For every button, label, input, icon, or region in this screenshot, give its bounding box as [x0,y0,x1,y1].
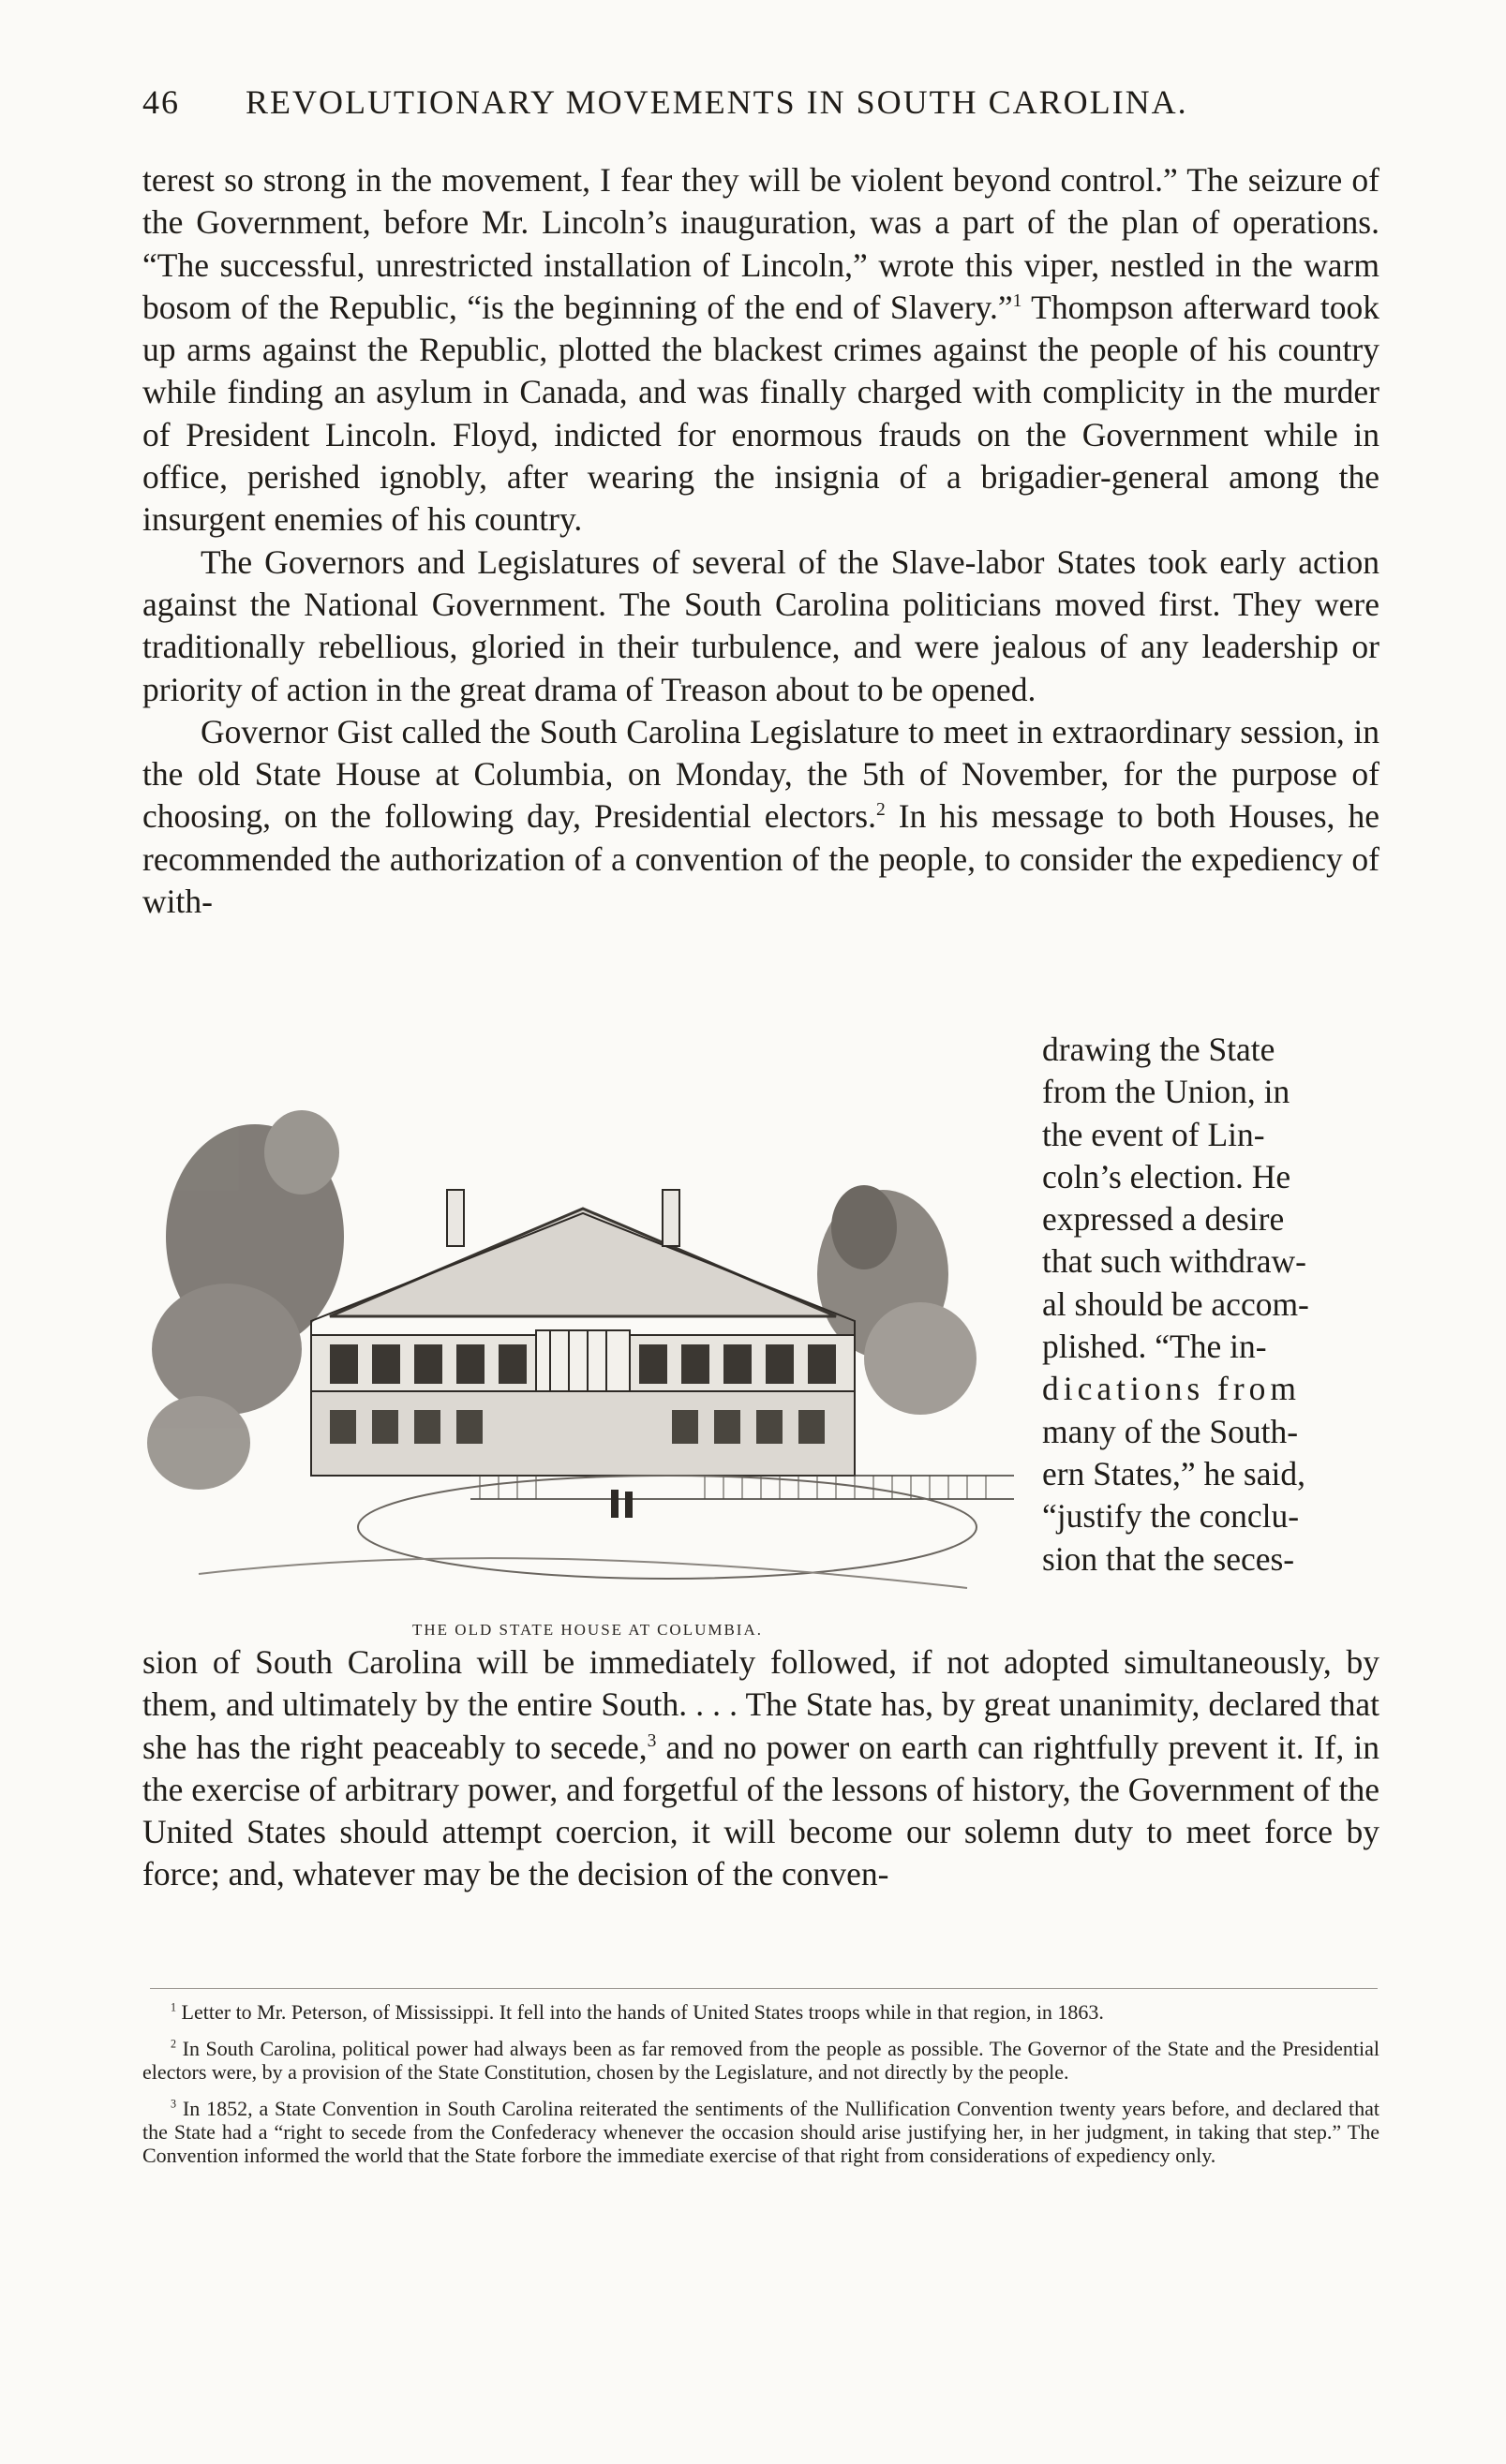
side-line: that such withdraw- [1042,1242,1306,1281]
wrap-around-column [1042,1029,1381,1581]
footnote-2-text: In South Carolina, political power had always been as far removed from the people as possible. The Governor of the State and the Presidential electors were, by a provision of the State Constitution, chosen by the Legislature, and not directly by the people. [142,2037,1380,2084]
paragraph-1 [142,159,1379,542]
footnote-ref-2[interactable]: 2 [875,800,886,821]
footnote-3-text: In 1852, a State Convention in South Carolina reiterated the sentiments of the Nullification Convention twenty years before, and declared that the State had a “right to secede from the Confederacy whenever the occasion should arise justifying her, in her judgment, in taking that step.” The Convention informed the world that the State forbore the immediate exercise of that right from considerations of expediency only. [142,2097,1379,2167]
footnote-divider [150,1988,1378,1989]
footnotes [142,2000,1379,2180]
roof [330,1209,836,1316]
paragraph-2: The Governors and Legislatures of several of the Slave-labor States took early action against the National Government. The South Carolina politicians moved first. They were traditionally rebellious, gloried in their turbulence, and were jealous of any leadership or priority of action in the great drama of Treason about to be opened. [142,542,1379,708]
state-house-engraving [142,1049,1033,1611]
footnote-1 [142,2000,1379,2024]
paragraph-3-text: Governor Gist called the South Carolina Legislature to meet in extraordinary session, in the old State House at Columbia, on Monday, the 5th of November, for the purpose of choosing, on the following day, Presidential electors. [142,712,1379,836]
side-line: al should be accom- [1042,1284,1309,1323]
footnote-3 [142,2097,1379,2167]
paragraph-4-text: sion of South Carolina will be immediately followed, if not adopted simultaneously, by them, and ultimately by the entire South. . . . The State has, by great unanimity, declared that she has the right peaceably to secede, [142,1643,1379,1766]
page-number: 46 [142,83,180,121]
side-line: “justify the conclu- [1042,1497,1300,1536]
side-line: drawing the State [1042,1031,1275,1068]
state-house-illustration [142,1049,1033,1668]
footnote-2 [142,2037,1379,2084]
side-line: plished. “The in- [1042,1328,1267,1366]
figures [611,1490,633,1518]
paragraph-1-tail: Thompson afterward took up arms against the Republic, plotted the blackest crimes against the people of his country while finding an asylum in Canada, and was finally charged with complicity in the murder of President Lincoln. Floyd, indicted for enormous frauds on the Government while in office, perished ignobly, after wearing the insignia of a brigadier-general among the insurgent enemies of his country. [142,288,1379,539]
paragraph-3-tail: In his message to both Houses, he recommended the authorization of a convention of the people, to consider the expediency of with- [142,797,1379,921]
running-title: REVOLUTIONARY MOVEMENTS IN SOUTH CAROLINA. [246,83,1188,121]
side-line: sion that the seces- [1042,1539,1295,1578]
footnote-ref-3[interactable]: 3 [647,1730,657,1751]
paragraph-4 [142,1641,1379,1896]
side-line: the event of Lin- [1042,1115,1265,1153]
paragraph-3 [142,711,1379,923]
side-line: many of the South- [1042,1412,1299,1450]
side-line: from the Union, in [1042,1073,1290,1111]
paragraph-1-text: terest so strong in the movement, I fear they will be violent beyond control.” The seizure of the Government, before Mr. Lincoln’s inauguration, was a part of the plan of operations. “The successful, unrestricted installation of Lincoln,” wrote this viper, nestled in the warm bosom of the Republic, “is the beginning of the end of Slavery.” [142,161,1379,326]
footnote-ref-1[interactable]: 1 [1012,291,1022,312]
footnote-1-text: Letter to Mr. Peterson, of Mississippi. It fell into the hands of United States troops while in that region, in 1863. [181,2000,1104,2024]
running-header [142,82,1370,122]
side-line: expressed a desire [1042,1200,1285,1239]
footnote-mark-2: 2 [171,2037,177,2051]
side-line: dications from [1042,1370,1302,1408]
body-text-bottom [142,1641,1379,1896]
figure-caption: THE OLD STATE HOUSE AT COLUMBIA. [412,1621,763,1639]
paragraph-4-tail: and no power on earth can rightfully prevent it. If, in the exercise of arbitrary power, and forgetful of the lessons of history, the Government of the United States should attempt coercion, it will become our solemn duty to meet force by force; and, whatever may be the decision of the conven- [142,1728,1379,1893]
side-line: ern States,” he said, [1042,1454,1305,1492]
side-line: coln’s election. He [1042,1157,1291,1195]
footnote-mark-3: 3 [171,2097,177,2111]
footnote-mark-1: 1 [171,2000,177,2014]
body-text-top [142,159,1379,923]
